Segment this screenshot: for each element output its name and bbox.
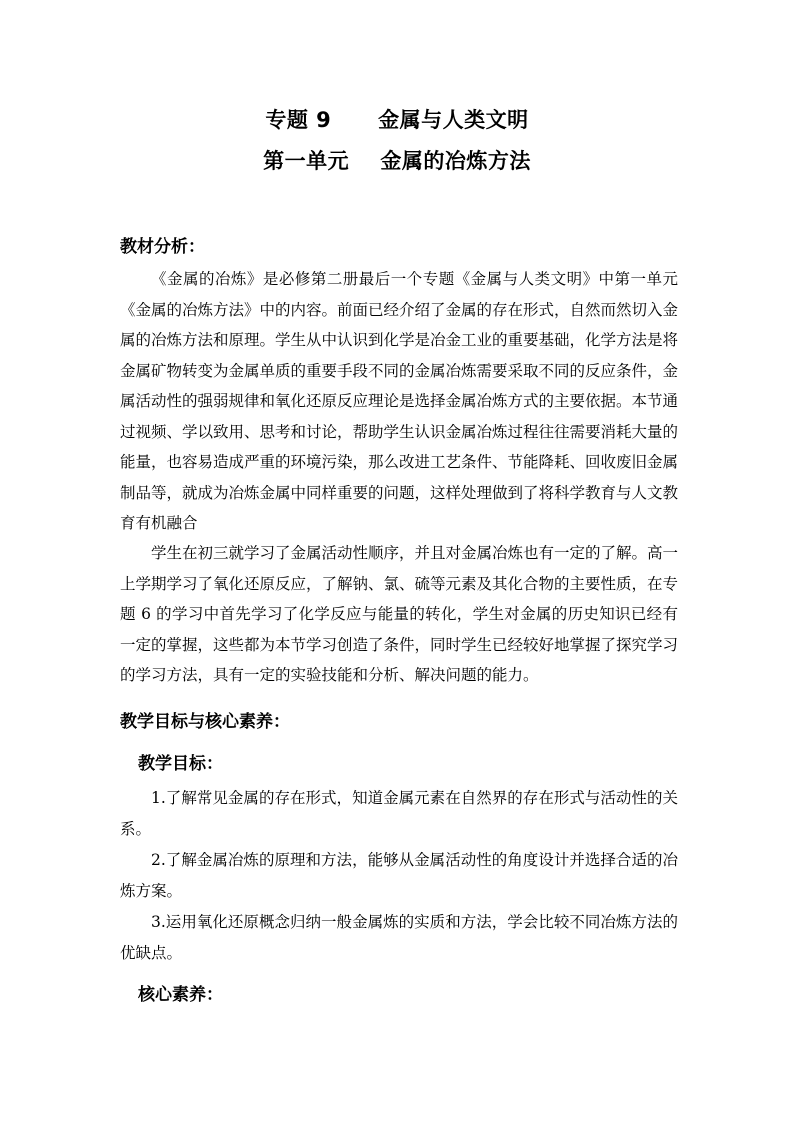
teaching-goals-heading: 教学目标：	[138, 754, 223, 774]
analysis-paragraph-2: 学生在初三就学习了金属活动性顺序，并且对金属冶炼也有一定的了解。高一上学期学习了氧化还原反应，了解钠、氯、硫等元素及其化合物的主要性质，在专题 6 的学习中首先学习了化学反应与能量的转化，学生对金属的历史知识已经有一定的掌握，这些都为本节学习创造了条件，同时学生已经较好地掌握了探究学习的学习方法，具有一定的实验技能和分析、解决问题的能力。	[120, 544, 679, 684]
goal-item-2: 2.了解金属冶炼的原理和方法，能够从金属活动性的角度设计并选择合适的冶炼方案。	[120, 851, 678, 900]
goals-heading: 教学目标与核心素养：	[120, 712, 290, 732]
analysis-paragraph-1: 《金属的冶炼》是必修第二册最后一个专题《金属与人类文明》中第一单元《金属的冶炼方法》中的内容。前面已经介绍了金属的存在形式，自然而然切入金属的冶炼方法和原理。学生从中认识到化学是冶金工业的重要基础，化学方法是将金属矿物转变为金属单质的重要手段不同的金属冶炼需要采取不同的反应条件，金属活动性的强弱规律和氧化还原反应理论是选择金属冶炼方式的主要依据。本节通过视频、学以致用、思考和讨论，帮助学生认识金属冶炼过程往往需要消耗大量的能量，也容易造成严重的环境污染，那么改进工艺条件、节能降耗、回收废旧金属制品等，就成为冶炼金属中同样重要的问题，这样处理做到了将科学教育与人文教育有机融合	[120, 270, 679, 532]
document-title: 专题 9 金属与人类文明	[265, 108, 529, 132]
goal-item-3: 3.运用氧化还原概念归纳一般金属炼的实质和方法，学会比较不同冶炼方法的优缺点。	[120, 913, 678, 962]
analysis-heading: 教材分析：	[120, 237, 205, 257]
core-literacy-heading: 核心素养：	[138, 985, 223, 1005]
document-subtitle: 第一单元 金属的冶炼方法	[263, 149, 531, 173]
goal-item-1: 1.了解常见金属的存在形式，知道金属元素在自然界的存在形式与活动性的关系。	[120, 789, 678, 838]
